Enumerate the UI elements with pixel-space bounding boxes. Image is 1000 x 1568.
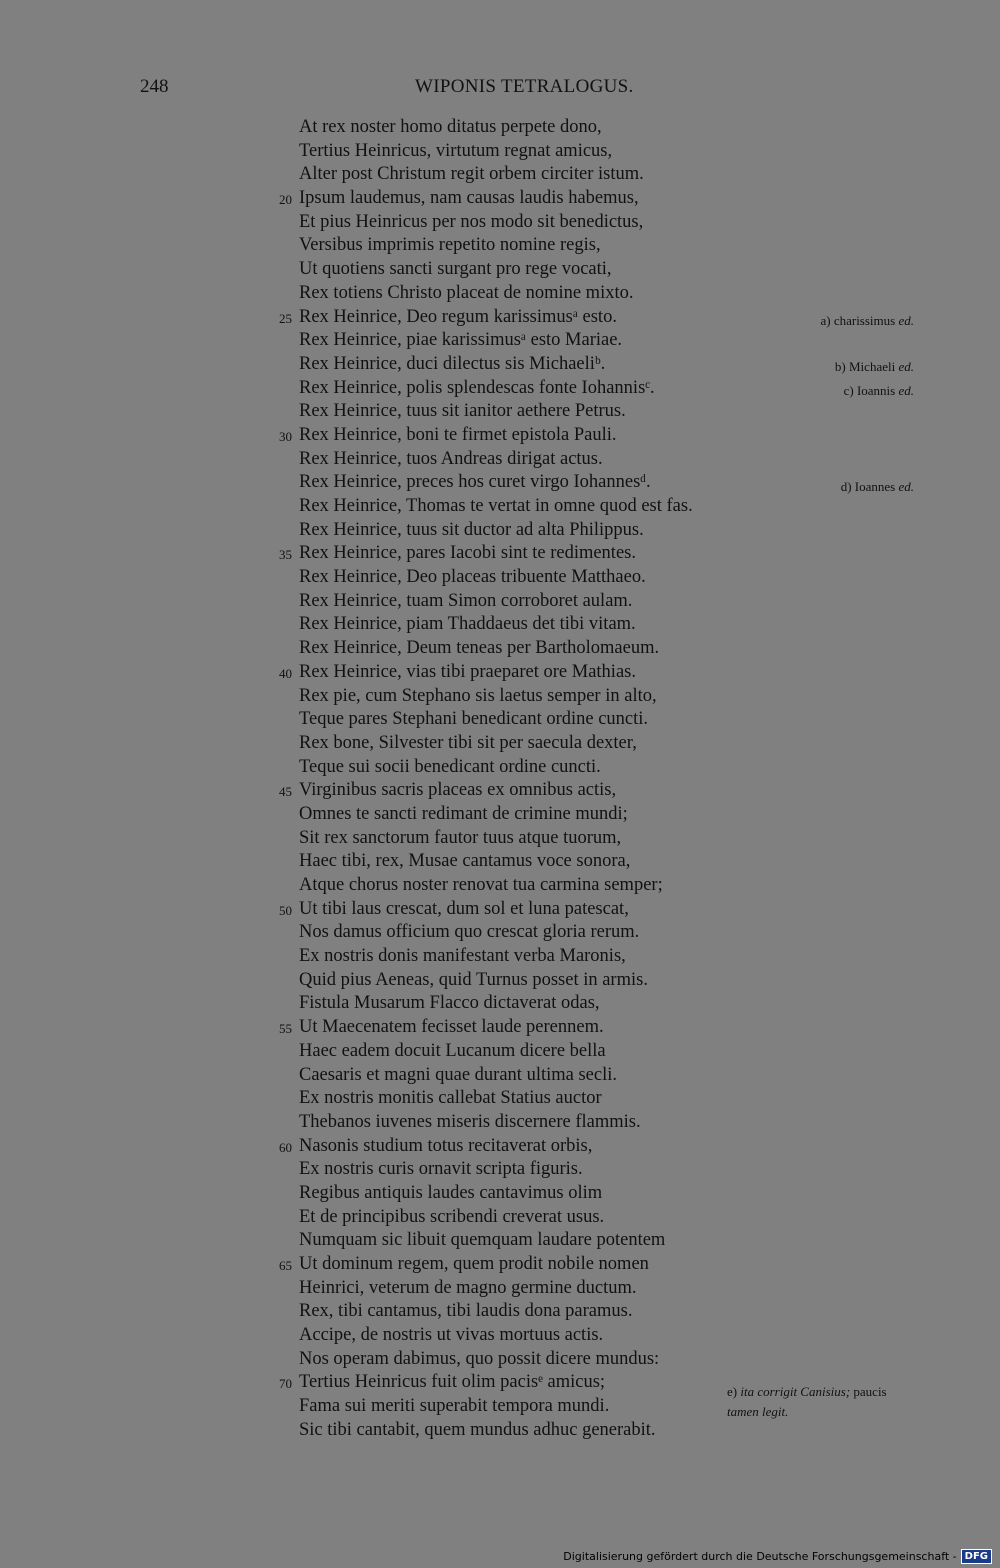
verse-line <box>0 732 1000 756</box>
verse-line <box>0 898 1000 922</box>
running-head: WIPONIS TETRALOGUS. <box>415 76 634 97</box>
line-number: 40 <box>279 665 292 681</box>
verse-line <box>0 566 1000 590</box>
verse-text: Rex Heinrice, piam Thaddaeus det tibi vitam. <box>299 614 636 635</box>
footnote-b: b) Michaeli ed. <box>834 359 914 374</box>
verse-line <box>0 590 1000 614</box>
verse-text: Haec tibi, rex, Musae cantamus voce sonora, <box>299 851 631 872</box>
verse-line <box>0 400 1000 424</box>
verse-line <box>0 448 1000 472</box>
verse-line <box>0 613 1000 637</box>
footer <box>563 1549 992 1564</box>
verse-line <box>0 163 1000 187</box>
line-number: 25 <box>279 310 292 326</box>
verse-text: Rex Heinrice, Deum teneas per Bartholomaeum. <box>299 638 660 659</box>
verse-line <box>0 187 1000 211</box>
verse-line <box>0 1111 1000 1135</box>
line-number: 60 <box>279 1139 292 1155</box>
verse-text: Teque pares Stephani benedicant ordine cuncti. <box>299 709 649 730</box>
verse-text: Rex Heinrice, Deo placeas tribuente Matthaeo. <box>299 567 646 588</box>
verse-line <box>0 1277 1000 1301</box>
verse-text: Thebanos iuvenes miseris discernere flammis. <box>299 1111 641 1132</box>
verse-line <box>0 1419 1000 1443</box>
verse-text: Rex Heinrice, tuus sit ductor ad alta Philippus. <box>299 519 644 540</box>
verse-text: Rex, tibi cantamus, tibi laudis dona paramus. <box>299 1301 633 1322</box>
dfg-logo: DFG <box>961 1549 992 1564</box>
verse-text: Ex nostris monitis callebat Statius auctor <box>299 1088 602 1109</box>
verse-line <box>0 1348 1000 1372</box>
verse-line <box>0 282 1000 306</box>
verse-text: Nos operam dabimus, quo possit dicere mundus: <box>299 1348 660 1369</box>
verse-text: Ut dominum regem, quem prodit nobile nomen <box>299 1254 649 1274</box>
verse-text: Et pius Heinricus per nos modo sit benedictus, <box>299 211 644 232</box>
verse-text: Alter post Christum regit orbem circiter istum. <box>299 164 644 185</box>
verse-text: Rex bone, Silvester tibi sit per saecula dexter, <box>299 732 637 753</box>
verse-text: Ut Maecenatem fecisset laude perennem. <box>299 1017 604 1038</box>
verse-text: Fistula Musarum Flacco dictaverat odas, <box>299 993 600 1014</box>
verse-line <box>0 234 1000 258</box>
line-number: 55 <box>279 1021 292 1037</box>
verse-text: Numquam sic libuit quemquam laudare potentem <box>299 1230 666 1251</box>
verse-line <box>0 1324 1000 1348</box>
verse-line <box>0 685 1000 709</box>
verse-text: Rex Heinrice, boni te firmet epistola Pauli. <box>299 424 617 445</box>
verse-line <box>0 661 1000 685</box>
verse-line <box>0 1229 1000 1253</box>
line-number: 30 <box>279 428 292 444</box>
line-number: 50 <box>279 902 292 918</box>
verse-line <box>0 1158 1000 1182</box>
verse-line <box>0 945 1000 969</box>
verse-text: Ex nostris donis manifestant verba Maronis, <box>299 946 626 967</box>
verse-text: Rex Heinrice, tuam Simon corroboret aulam. <box>299 590 633 611</box>
verse-text: Rex Heinrice, tuos Andreas dirigat actus. <box>299 448 603 469</box>
verse-text: Rex Heinrice, pares Iacobi sint te redimentes. <box>299 543 636 564</box>
verse-text: Rex pie, cum Stephano sis laetus semper in alto, <box>299 685 657 706</box>
verse-text: Accipe, de nostris ut vivas mortuus actis. <box>299 1325 604 1346</box>
verse-text: Heinrici, veterum de magno germine ductum. <box>299 1277 637 1298</box>
verse-text: Tertius Heinricus fuit olim pacisᵉ amicus; <box>299 1372 606 1393</box>
verse-line <box>0 424 1000 448</box>
verse-text: Haec eadem docuit Lucanum dicere bella <box>299 1040 606 1061</box>
verse-line <box>0 827 1000 851</box>
verse-line <box>0 211 1000 235</box>
verse-line <box>0 1206 1000 1230</box>
verse-text: Et de principibus scribendi creverat usus. <box>299 1206 605 1227</box>
verse-line <box>0 1300 1000 1324</box>
verse-line <box>0 1016 1000 1040</box>
line-number: 20 <box>279 192 292 208</box>
verse-text: Rex Heinrice, preces hos curet virgo Iohannesᵈ. <box>299 472 651 493</box>
verse-line <box>0 756 1000 780</box>
verse-line <box>0 708 1000 732</box>
verse-text: Tertius Heinricus, virtutum regnat amicus, <box>299 140 613 161</box>
verse-text: Regibus antiquis laudes cantavimus olim <box>299 1182 603 1203</box>
line-number: 70 <box>279 1376 292 1392</box>
verse-text: Rex Heinrice, duci dilectus sis Michaeliᵇ. <box>299 353 606 374</box>
footnote-c: c) Ioannis ed. <box>843 383 914 398</box>
verse-line <box>0 874 1000 898</box>
verse-text: Virginibus sacris placeas ex omnibus actis, <box>299 780 617 801</box>
verse-text: Ipsum laudemus, nam causas laudis habemus, <box>299 188 639 209</box>
verse-line <box>0 519 1000 543</box>
verse-text: Quid pius Aeneas, quid Turnus posset in armis. <box>299 969 648 990</box>
verse-line <box>0 116 1000 140</box>
verse-line <box>0 921 1000 945</box>
verse-text: Versibus imprimis repetito nomine regis, <box>299 235 601 256</box>
verse-text: Rex Heinrice, Thomas te vertat in omne quod est fas. <box>299 496 693 516</box>
verse-text: Atque chorus noster renovat tua carmina semper; <box>299 875 663 895</box>
verse-line <box>0 779 1000 803</box>
verse-line <box>0 495 1000 519</box>
verse-text: Ex nostris curis ornavit scripta figuris. <box>299 1159 583 1180</box>
footnote-d: d) Ioannes ed. <box>840 479 914 494</box>
line-number: 45 <box>279 784 292 800</box>
footer-text: Digitalisierung gefördert durch die Deutsche Forschungsgemeinschaft - <box>563 1550 957 1563</box>
verse-line <box>0 329 1000 353</box>
verse-line <box>0 258 1000 282</box>
verse-line <box>0 1253 1000 1277</box>
verse-line <box>0 140 1000 164</box>
verse-line <box>0 803 1000 827</box>
footnote-e: e) ita corrigit Canisius; paucis tamen legit. <box>727 1384 887 1419</box>
verse-text: At rex noster homo ditatus perpete dono, <box>299 117 602 137</box>
verse-text: Rex Heinrice, piae karissimusᵃ esto Mariae. <box>299 330 623 351</box>
verse-line <box>0 969 1000 993</box>
verse-text: Rex Heinrice, vias tibi praeparet ore Mathias. <box>299 661 636 682</box>
verse-text: Nos damus officium quo crescat gloria rerum. <box>299 922 640 943</box>
verse-text: Nasonis studium totus recitaverat orbis, <box>299 1135 593 1156</box>
verse-text: Sit rex sanctorum fautor tuus atque tuorum, <box>299 827 622 848</box>
verse-text: Caesaris et magni quae durant ultima secli. <box>299 1064 617 1085</box>
verse-text: Ut tibi laus crescat, dum sol et luna patescat, <box>299 898 629 919</box>
verse-text: Rex Heinrice, polis splendescas fonte Iohannisᶜ. <box>299 377 655 398</box>
verse-line <box>0 992 1000 1016</box>
verse-text: Omnes te sancti redimant de crimine mundi; <box>299 803 628 824</box>
line-number: 65 <box>279 1258 292 1273</box>
line-number: 35 <box>279 547 292 563</box>
verse-text: Ut quotiens sancti surgant pro rege vocati, <box>299 259 612 280</box>
verse-text: Teque sui socii benedicant ordine cuncti. <box>299 756 601 777</box>
verse-line <box>0 1064 1000 1088</box>
verse-line <box>0 542 1000 566</box>
verse-text: Rex Heinrice, tuus sit ianitor aethere Petrus. <box>299 401 626 422</box>
verse-line <box>0 1040 1000 1064</box>
verse-line <box>0 1087 1000 1111</box>
verse-line <box>0 637 1000 661</box>
page-number: 248 <box>140 76 169 97</box>
footnote-a: a) charissimus ed. <box>820 313 914 328</box>
verse-line <box>0 1182 1000 1206</box>
verse-line <box>0 1135 1000 1159</box>
verse-line <box>0 850 1000 874</box>
verse-text: Rex totiens Christo placeat de nomine mixto. <box>299 282 634 303</box>
verse-text: Fama sui meriti superabit tempora mundi. <box>299 1396 610 1417</box>
verse-text: Rex Heinrice, Deo regum karissimusᵃ esto. <box>299 306 617 327</box>
verse-text: Sic tibi cantabit, quem mundus adhuc generabit. <box>299 1419 656 1440</box>
